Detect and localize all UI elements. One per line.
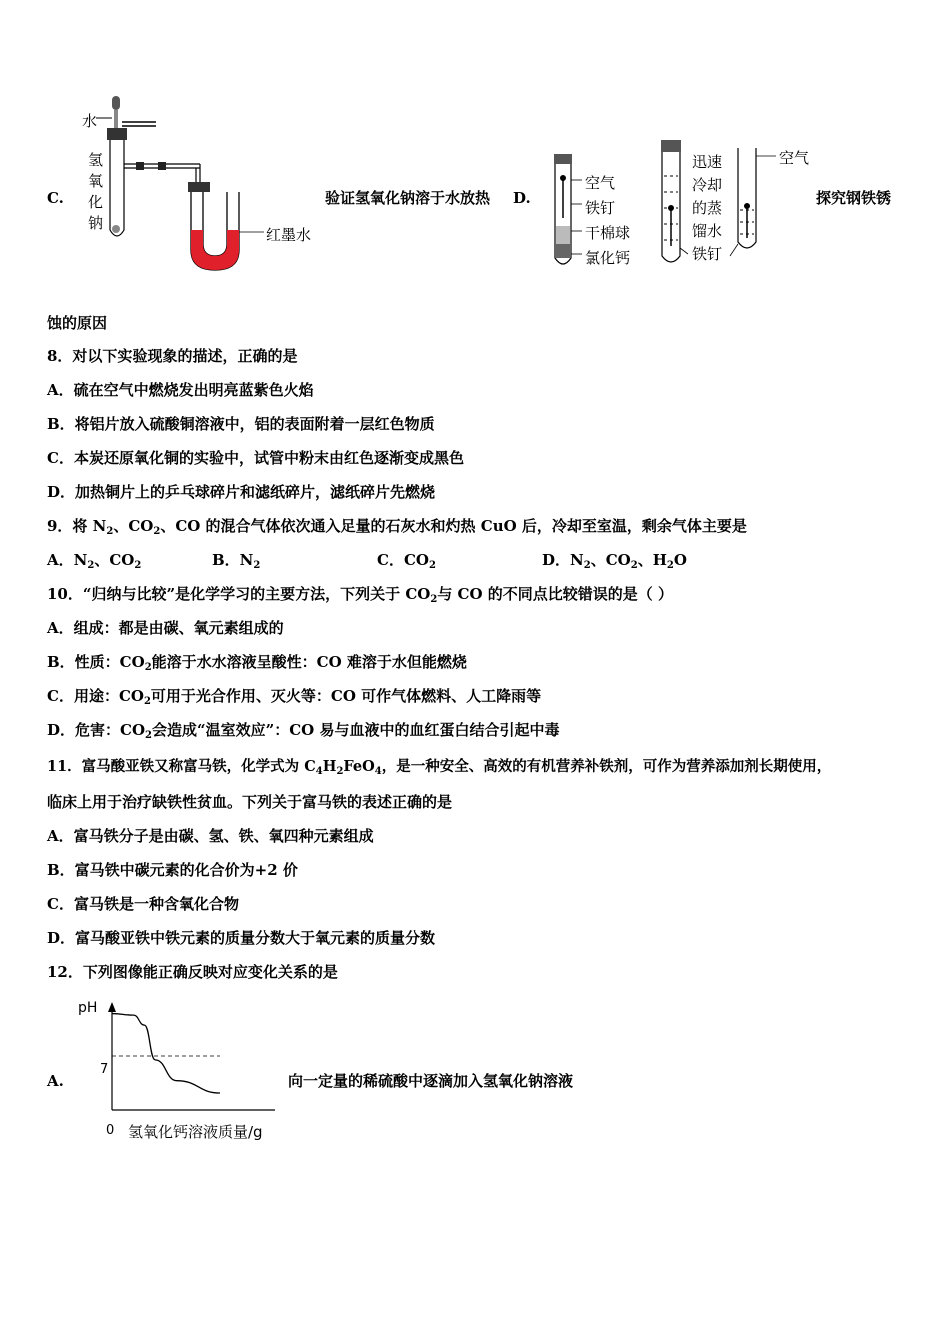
q8-option-d: D．加热铜片上的乒乓球碎片和滤纸碎片，滤纸碎片先燃烧: [47, 483, 436, 501]
apparatus-c-diagram: [78, 92, 328, 272]
q11-option-d: D．富马酸亚铁中铁元素的质量分数大于氧元素的质量分数: [47, 929, 436, 947]
q8-option-a: A．硫在空气中燃烧发出明亮蓝紫色火焰: [47, 381, 314, 399]
q11-stem: 11．富马酸亚铁又称富马铁，化学式为 $C_4H_2FeO_4$，是一种安全、高效的有机营养补铁剂，可作为营养添加剂长期使用，: [47, 758, 832, 777]
q9-option-c: C．$CO_2$: [377, 551, 436, 571]
red-ink-fill: [191, 230, 239, 270]
y-reference-label: 7: [100, 1062, 109, 1077]
option-d-description: 探究钢铁锈: [816, 189, 892, 207]
stopper: [107, 128, 127, 140]
tube1-stopper: [554, 154, 572, 164]
label-water: 水: [82, 112, 98, 130]
y-axis-arrow: [108, 1002, 116, 1012]
x-axis-label: 氢氧化钙溶液质量/g: [128, 1123, 263, 1141]
option-c-description: 验证氢氧化钠溶于水放热: [325, 189, 491, 207]
test-tube-naoh: [110, 140, 124, 236]
cotton-ball: [556, 226, 570, 244]
q12-option-a-letter: A.: [47, 1072, 64, 1090]
option-d-description-cont: 蚀的原因: [47, 314, 108, 332]
ph-curve-series: [112, 1014, 220, 1093]
q9-option-d: D．$N_2$、$CO_2$、$H_2O$: [542, 551, 687, 571]
q9-option-b: B．$N_2$: [212, 551, 261, 571]
q12-option-a-description: 向一定量的稀硫酸中逐滴加入氢氧化钠溶液: [288, 1072, 574, 1090]
q8-stem: 8．对以下实验现象的描述，正确的是: [47, 347, 298, 365]
option-d-letter: D.: [513, 189, 531, 207]
option-c-letter: C.: [47, 189, 64, 207]
q11-option-b: B．富马铁中碳元素的化合价为+2 价: [47, 861, 298, 879]
q11-stem-line2: 临床上用于治疗缺铁性贫血。下列关于富马铁的表述正确的是: [47, 793, 453, 811]
q10-option-c: C．用途：$CO_2$可用于光合作用、灭火等：CO 可作气体燃料、人工降雨等: [47, 687, 542, 707]
q9-stem: 9．将 $N_2$、$CO_2$、CO 的混合气体依次通入足量的石灰水和灼热 CuO 后，冷却至室温，剩余气体主要是: [47, 517, 747, 537]
q8-option-c: C．本炭还原氧化铜的实验中，试管中粉末由红色逐渐变成黑色: [47, 449, 464, 467]
q12-stem: 12．下列图像能正确反映对应变化关系的是: [47, 963, 338, 981]
q10-stem: 10．“归纳与比较”是化学学习的主要方法，下列关于 $CO_2$与 CO 的不同点比较错误的是（ ）: [47, 585, 674, 605]
origin-label: 0: [106, 1123, 115, 1138]
tube1-labels: 空气 铁钉 干棉球 氯化钙: [585, 174, 631, 267]
ph-chart: [70, 992, 300, 1144]
u-tube-stopper: [188, 182, 210, 192]
dropper-bulb: [112, 96, 120, 110]
q10-option-a: A．组成：都是由碳、氧元素组成的: [47, 619, 284, 637]
q11-option-a: A．富马铁分子是由碳、氢、铁、氧四种元素组成: [47, 827, 374, 845]
label-naoh: 氢 氧 化 钠: [88, 151, 104, 232]
q8-option-b: B．将铝片放入硫酸铜溶液中，铝的表面附着一层红色物质: [47, 415, 435, 433]
q10-option-d: D．危害：$CO_2$会造成“温室效应”：CO 易与血液中的血红蛋白结合引起中毒: [47, 721, 560, 741]
label-red-ink: 红墨水: [266, 226, 312, 244]
q10-option-b: B．性质：$CO_2$能溶于水水溶液呈酸性：CO 难溶于水但能燃烧: [47, 653, 467, 673]
tube3-label-air: 空气: [779, 149, 810, 167]
tube2-labels: 迅速 冷却 的蒸 馏水 铁钉: [692, 153, 723, 263]
y-axis-label: pH: [78, 1000, 98, 1016]
q9-option-a: A．$N_2$、$CO_2$: [47, 551, 142, 571]
q11-option-c: C．富马铁是一种含氧化合物: [47, 895, 239, 913]
tube2-stopper: [661, 140, 681, 152]
